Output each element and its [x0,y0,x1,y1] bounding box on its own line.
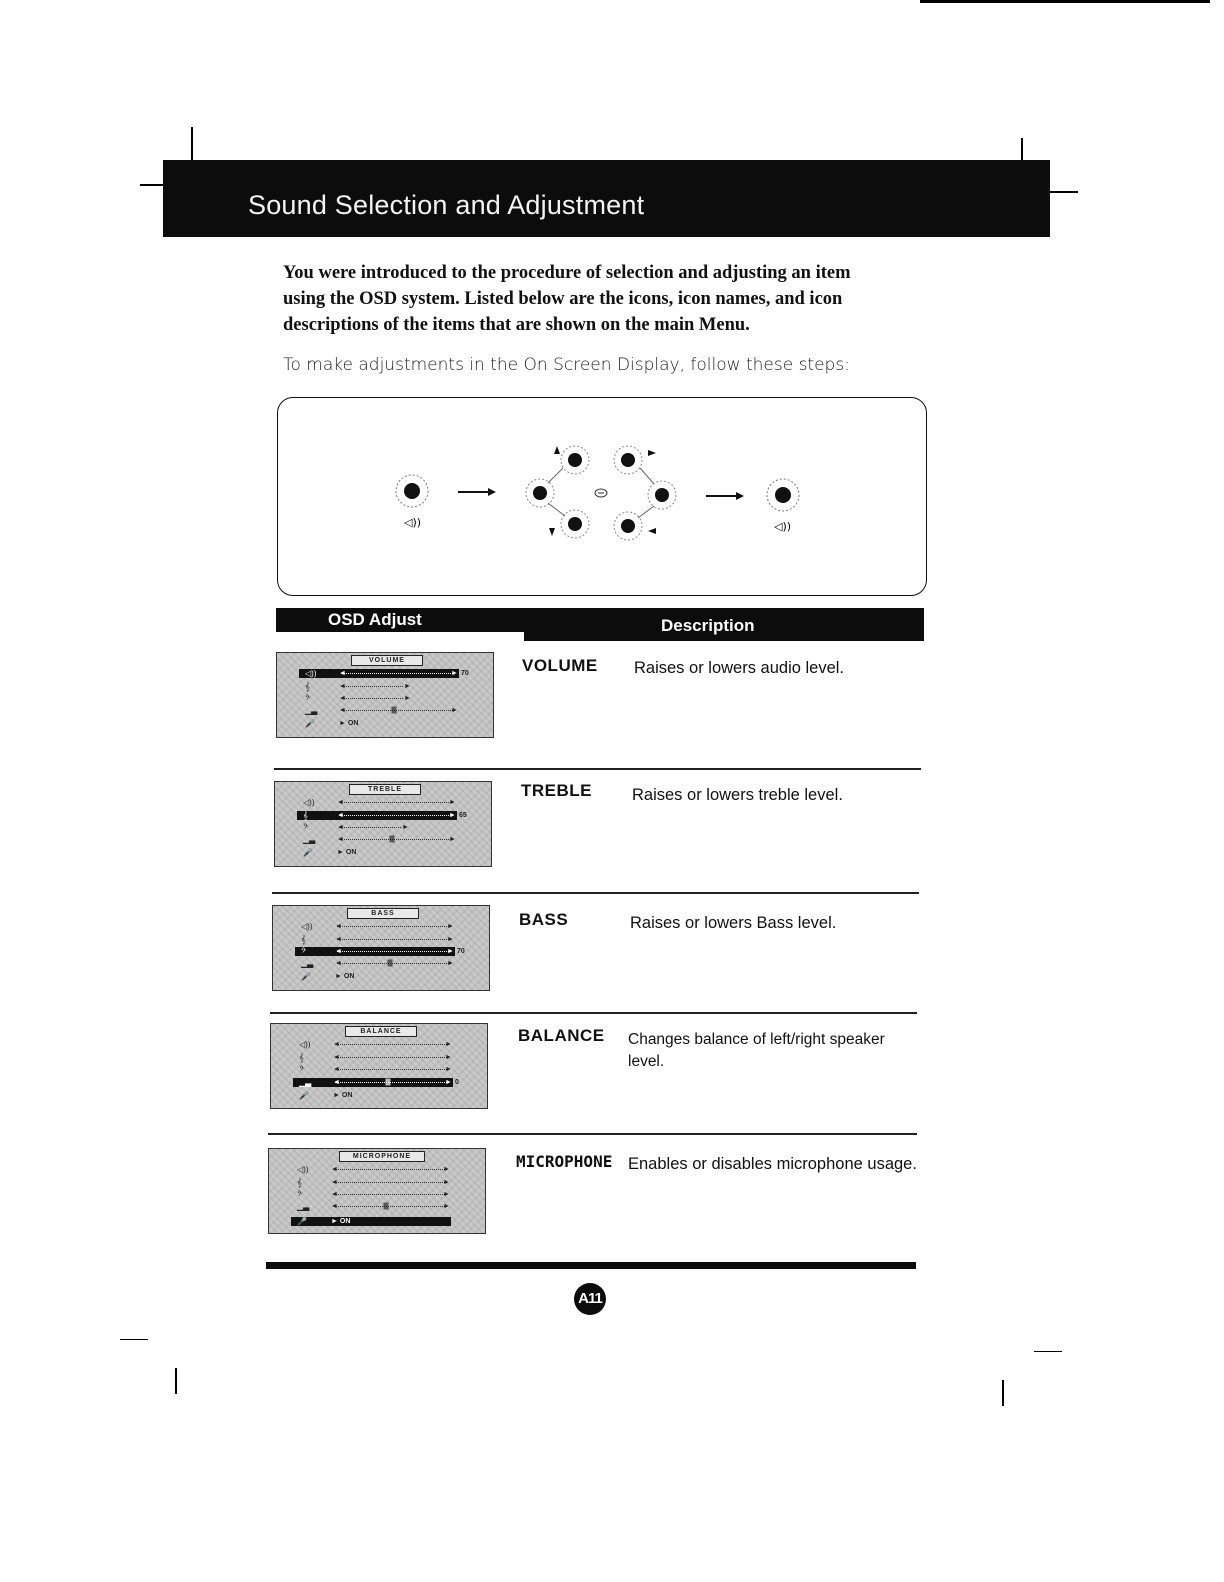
osd-row-bass: 𝄢 ◄ ► [299,1065,452,1074]
speaker-icon: ◁)) [774,520,792,533]
intro-paragraph [283,260,903,338]
osd-value: 70 [457,948,465,955]
osd-menu-title: BALANCE [345,1026,417,1037]
crop-mark [1050,191,1078,193]
crop-mark [191,127,193,161]
osd-row-microphone [297,848,317,857]
balance-icon: ▁▃ [301,959,314,968]
crop-mark [920,0,1210,3]
sound-button-icon [767,479,799,511]
osd-row-treble: 𝄞 ◄ ► [301,935,454,944]
osd-value: 65 [459,812,467,819]
microphone-icon: 🎤 [297,1217,307,1226]
steps-diagram-svg [278,398,926,595]
item-description-treble: Raises or lowers treble level. [632,786,843,804]
treble-clef-icon: 𝄞 [303,811,308,820]
intro-line: descriptions of the items that are shown on the main Menu. [283,315,750,335]
osd-row-treble: 𝄞 ◄ ► [299,1053,452,1062]
osd-adjust-header: OSD Adjust [276,608,524,632]
bass-clef-icon: 𝄢 [299,1065,305,1074]
row-divider [270,1012,917,1014]
osd-menu-title: TREBLE [349,784,421,795]
description-header: Description [524,608,924,641]
sound-button-icon [396,475,428,507]
osd-mic-on: ► ON [335,973,355,980]
osd-row-microphone [295,972,315,981]
balance-icon: ▁▃ [305,706,318,715]
speaker-icon: ◁)) [305,669,317,678]
crop-mark [1034,1351,1062,1352]
osd-row-balance: ▁▃ ◄ |||||| ► [305,706,458,715]
item-label-balance: BALANCE [518,1026,605,1045]
osd-row-volume: ◁)) ◄ ► [297,1165,450,1174]
speaker-icon: ◁)) [301,922,313,931]
osd-mic-on: ► ON [333,1092,353,1099]
microphone-icon: 🎤 [303,848,313,857]
osd-value: 0 [455,1079,459,1086]
control-buttons-icon [526,446,676,540]
bass-clef-icon: 𝄢 [303,823,309,832]
treble-clef-icon: 𝄞 [299,1053,304,1062]
microphone-icon: 🎤 [299,1091,309,1100]
osd-row-treble: 𝄞 ◄ ► [305,682,411,691]
row-divider [268,1133,917,1135]
microphone-icon: 🎤 [301,972,311,981]
treble-clef-icon: 𝄞 [301,935,306,944]
osd-mic-on: ► ON [331,1218,351,1225]
osd-row-balance: ▁▃ ◄ |||||| ► [301,959,454,968]
osd-menu-title: MICROPHONE [339,1151,425,1162]
item-label-treble: TREBLE [521,781,592,800]
osd-row-balance: ▁▃ ◄ |||||| ► [293,1078,453,1087]
item-description-volume: Raises or lowers audio level. [634,659,845,677]
arrow-right-icon [706,492,744,500]
osd-row-volume: ◁)) ◄ ► [301,922,454,931]
osd-row-microphone [291,1217,451,1226]
page-title: Sound Selection and Adjustment [248,190,645,220]
osd-menu-balance [270,1023,488,1109]
balance-icon: ▁▃ [297,1202,310,1211]
osd-row-volume: ◁)) ◄ ► [299,1040,452,1049]
item-label-volume: VOLUME [522,656,598,675]
bass-clef-icon: 𝄢 [301,947,307,956]
osd-menu-microphone [268,1148,486,1234]
balance-icon: ▁▃ [299,1078,312,1087]
osd-row-bass: 𝄢 ◄ ► [303,823,409,832]
item-description-microphone: Enables or disables microphone usage. [628,1155,917,1173]
crop-mark [120,1339,148,1340]
steps-instruction: To make adjustments in the On Screen Display, follow these steps: [283,355,850,375]
section-banner [163,160,1050,237]
osd-menu-title: VOLUME [351,655,423,666]
arrow-right-icon [458,488,496,496]
treble-clef-icon: 𝄞 [305,682,310,691]
item-description-balance: Changes balance of left/right speaker level. [628,1031,885,1070]
page-number-badge: A11 [574,1283,606,1315]
osd-row-bass: 𝄢 ◄ ► [297,1190,450,1199]
osd-row-microphone [299,719,319,728]
osd-row-balance: ▁▃ ◄ |||||| ► [297,1202,450,1211]
osd-menu-volume [276,652,494,738]
crop-mark [140,184,164,186]
treble-clef-icon: 𝄞 [297,1178,302,1187]
row-divider [274,768,921,770]
speaker-icon: ◁)) [299,1040,311,1049]
item-label-bass: BASS [519,910,569,929]
bass-clef-icon: 𝄢 [305,694,311,703]
row-divider [272,892,919,894]
crop-mark [1002,1380,1004,1406]
speaker-icon: ◁)) [404,516,422,529]
item-label-microphone: MICROPHONE [516,1152,613,1171]
osd-menu-treble [274,781,492,867]
osd-row-volume: ◁)) ◄ ► [299,669,459,678]
footer-rule [266,1262,916,1269]
speaker-icon: ◁)) [297,1165,309,1174]
osd-row-bass: 𝄢 ◄ ► [305,694,411,703]
intro-line: You were introduced to the procedure of selection and adjusting an item [283,263,851,283]
microphone-icon: 🎤 [305,719,315,728]
osd-row-balance: ▁▃ ◄ |||||| ► [303,835,456,844]
item-description-bass: Raises or lowers Bass level. [630,914,837,932]
intro-line: using the OSD system. Listed below are the icons, icon names, and icon [283,289,843,309]
osd-row-treble: 𝄞 ◄ ► [297,811,457,820]
osd-menu-title: BASS [347,908,419,919]
osd-row-treble: 𝄞 ◄ ► [297,1178,450,1187]
osd-mic-on: ► ON [337,849,357,856]
crop-mark [175,1368,177,1394]
bass-clef-icon: 𝄢 [297,1190,303,1199]
osd-row-bass: 𝄢 ◄ ► [295,947,455,956]
osd-row-microphone [293,1091,313,1100]
osd-row-volume: ◁)) ◄ ► [303,798,456,807]
osd-menu-bass [272,905,490,991]
osd-value: 70 [461,670,469,677]
steps-diagram [277,397,927,596]
osd-mic-on: ► ON [339,720,359,727]
speaker-icon: ◁)) [303,798,315,807]
crop-mark [1021,138,1023,162]
balance-icon: ▁▃ [303,835,316,844]
